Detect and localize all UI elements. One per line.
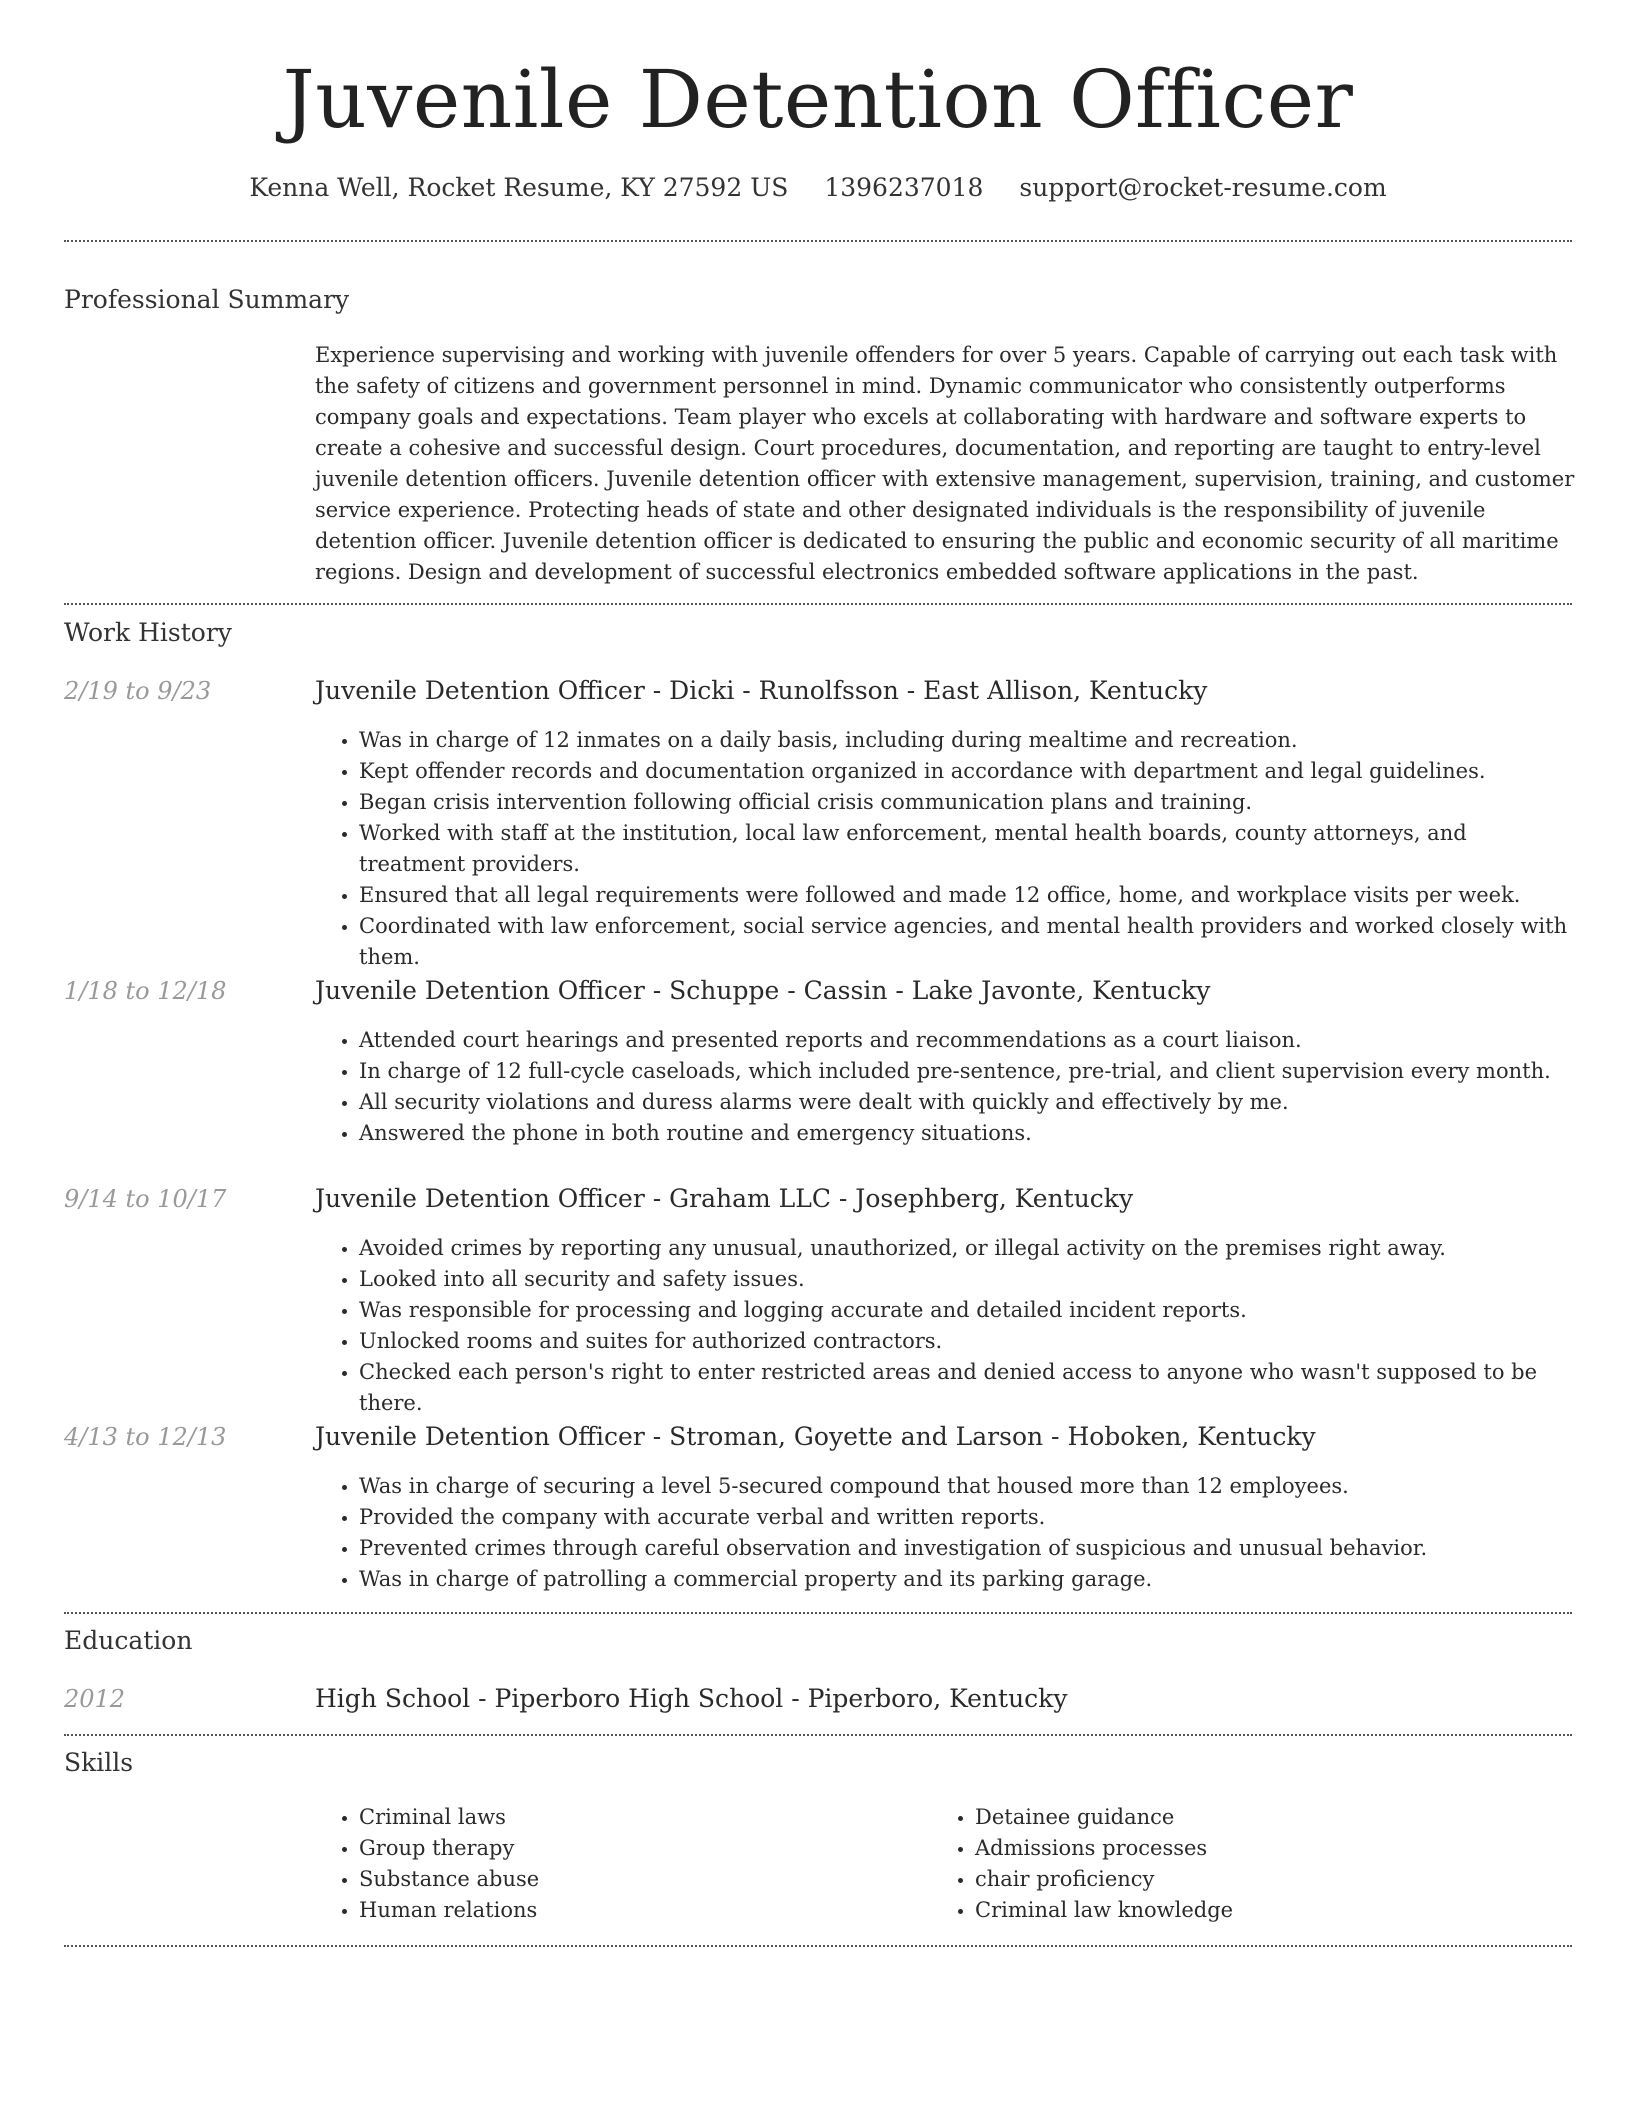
list-item: • Was in charge of securing a level 5-secured compound that housed more than 12 employees. (359, 1471, 1579, 1502)
job-dates: 4/13 to 12/13 (64, 1423, 227, 1451)
job-employer-location: - Graham LLC - Josephberg, Kentucky (644, 1184, 1134, 1213)
list-item: • Attended court hearings and presented reports and recommendations as a court liaison. (359, 1025, 1579, 1056)
job-dates: 9/14 to 10/17 (64, 1185, 227, 1213)
list-item: • Ensured that all legal requirements were followed and made 12 office, home, and workplace visits per week. (359, 880, 1579, 911)
list-item: • Unlocked rooms and suites for authorized contractors. (359, 1326, 1579, 1357)
list-item: • Worked with staff at the institution, local law enforcement, mental health boards, county attorneys, and treatment providers. (359, 818, 1579, 880)
job-dates: 2/19 to 9/23 (64, 677, 212, 705)
skill-item: • Substance abuse (359, 1864, 919, 1895)
job-employer-location: - Stroman, Goyette and Larson - Hoboken, Kentucky (644, 1422, 1316, 1451)
list-item: • Was in charge of 12 inmates on a daily basis, including during mealtime and recreation. (359, 725, 1579, 756)
job-employer-location: - Schuppe - Cassin - Lake Javonte, Kentucky (644, 976, 1211, 1005)
skill-item: • Detainee guidance (975, 1802, 1535, 1833)
skill-item: • Criminal law knowledge (975, 1895, 1535, 1926)
section-divider (64, 1612, 1572, 1614)
list-item: • Checked each person's right to enter restricted areas and denied access to anyone who wasn't supposed to be there. (359, 1357, 1579, 1419)
skills-list-right (975, 1802, 1535, 1926)
section-divider (64, 603, 1572, 605)
job-heading (315, 674, 1207, 708)
education-heading: Education (64, 1626, 193, 1655)
resume-title: Juvenile Detention Officer (282, 53, 1354, 146)
list-item: • Looked into all security and safety issues. (359, 1264, 1579, 1295)
section-divider (64, 240, 1572, 242)
skill-item: • chair proficiency (975, 1864, 1535, 1895)
education-entry: High School - Piperboro High School - Piperboro, Kentucky (315, 1684, 1068, 1713)
job-employer-location: - Dicki - Runolfsson - East Allison, Kentucky (644, 676, 1208, 705)
list-item: • Prevented crimes through careful observation and investigation of suspicious and unusual behavior. (359, 1533, 1579, 1564)
job-bullets (359, 1025, 1579, 1149)
summary-heading: Professional Summary (64, 285, 350, 314)
job-bullets (359, 1233, 1579, 1419)
list-item: • Kept offender records and documentation organized in accordance with department and legal guidelines. (359, 756, 1579, 787)
skill-item: • Human relations (359, 1895, 919, 1926)
contact-line (64, 170, 1572, 206)
list-item: • Began crisis intervention following official crisis communication plans and training. (359, 787, 1579, 818)
list-item: • Was responsible for processing and logging accurate and detailed incident reports. (359, 1295, 1579, 1326)
list-item: • Avoided crimes by reporting any unusual, unauthorized, or illegal activity on the premises right away. (359, 1233, 1579, 1264)
list-item: • In charge of 12 full-cycle caseloads, which included pre-sentence, pre-trial, and client supervision every month. (359, 1056, 1579, 1087)
skill-item: • Admissions processes (975, 1833, 1535, 1864)
skill-item: • Group therapy (359, 1833, 919, 1864)
section-divider (64, 1945, 1572, 1947)
education-date: 2012 (64, 1685, 126, 1713)
skills-heading: Skills (64, 1748, 134, 1777)
section-divider (64, 1734, 1572, 1736)
job-title: Juvenile Detention Officer (315, 976, 645, 1005)
job-title: Juvenile Detention Officer (315, 1184, 645, 1213)
contact-address: Kenna Well, Rocket Resume, KY 27592 US (249, 173, 789, 202)
list-item: • Was in charge of patrolling a commercial property and its parking garage. (359, 1564, 1579, 1595)
job-heading (315, 1420, 1316, 1454)
job-heading (315, 974, 1210, 1008)
work-history-heading: Work History (64, 618, 232, 647)
job-dates: 1/18 to 12/18 (64, 977, 227, 1005)
skill-item: • Criminal laws (359, 1802, 919, 1833)
list-item: • All security violations and duress alarms were dealt with quickly and effectively by me. (359, 1087, 1579, 1118)
job-bullets (359, 725, 1579, 973)
summary-text: Experience supervising and working with juvenile offenders for over 5 years. Capable of carrying out each task with the safety of citizens and government personnel in mind. Dynamic communicator who consistently outperforms company goals and expectations. Team player who excels at collaborating with hardware and software experts to create a cohesive and successful design. Court procedures, documentation, and reporting are taught to entry-level juvenile detention officers. Juvenile detention officer with extensive management, supervision, training, and customer service experience. Protecting heads of state and other designated individuals is the responsibility of juvenile detention officer. Juvenile detention officer is dedicated to ensuring the public and economic security of all maritime regions. Design and development of successful electronics embedded software applications in the past. (315, 343, 1575, 584)
contact-phone: 1396237018 (824, 173, 984, 202)
list-item: • Coordinated with law enforcement, social service agencies, and mental health providers and worked closely with them. (359, 911, 1579, 973)
list-item: • Answered the phone in both routine and emergency situations. (359, 1118, 1579, 1149)
job-bullets (359, 1471, 1579, 1595)
contact-email: support@rocket-resume.com (1019, 173, 1387, 202)
list-item: • Provided the company with accurate verbal and written reports. (359, 1502, 1579, 1533)
job-title: Juvenile Detention Officer (315, 676, 645, 705)
job-heading (315, 1182, 1133, 1216)
job-title: Juvenile Detention Officer (315, 1422, 645, 1451)
skills-list-left (359, 1802, 919, 1926)
